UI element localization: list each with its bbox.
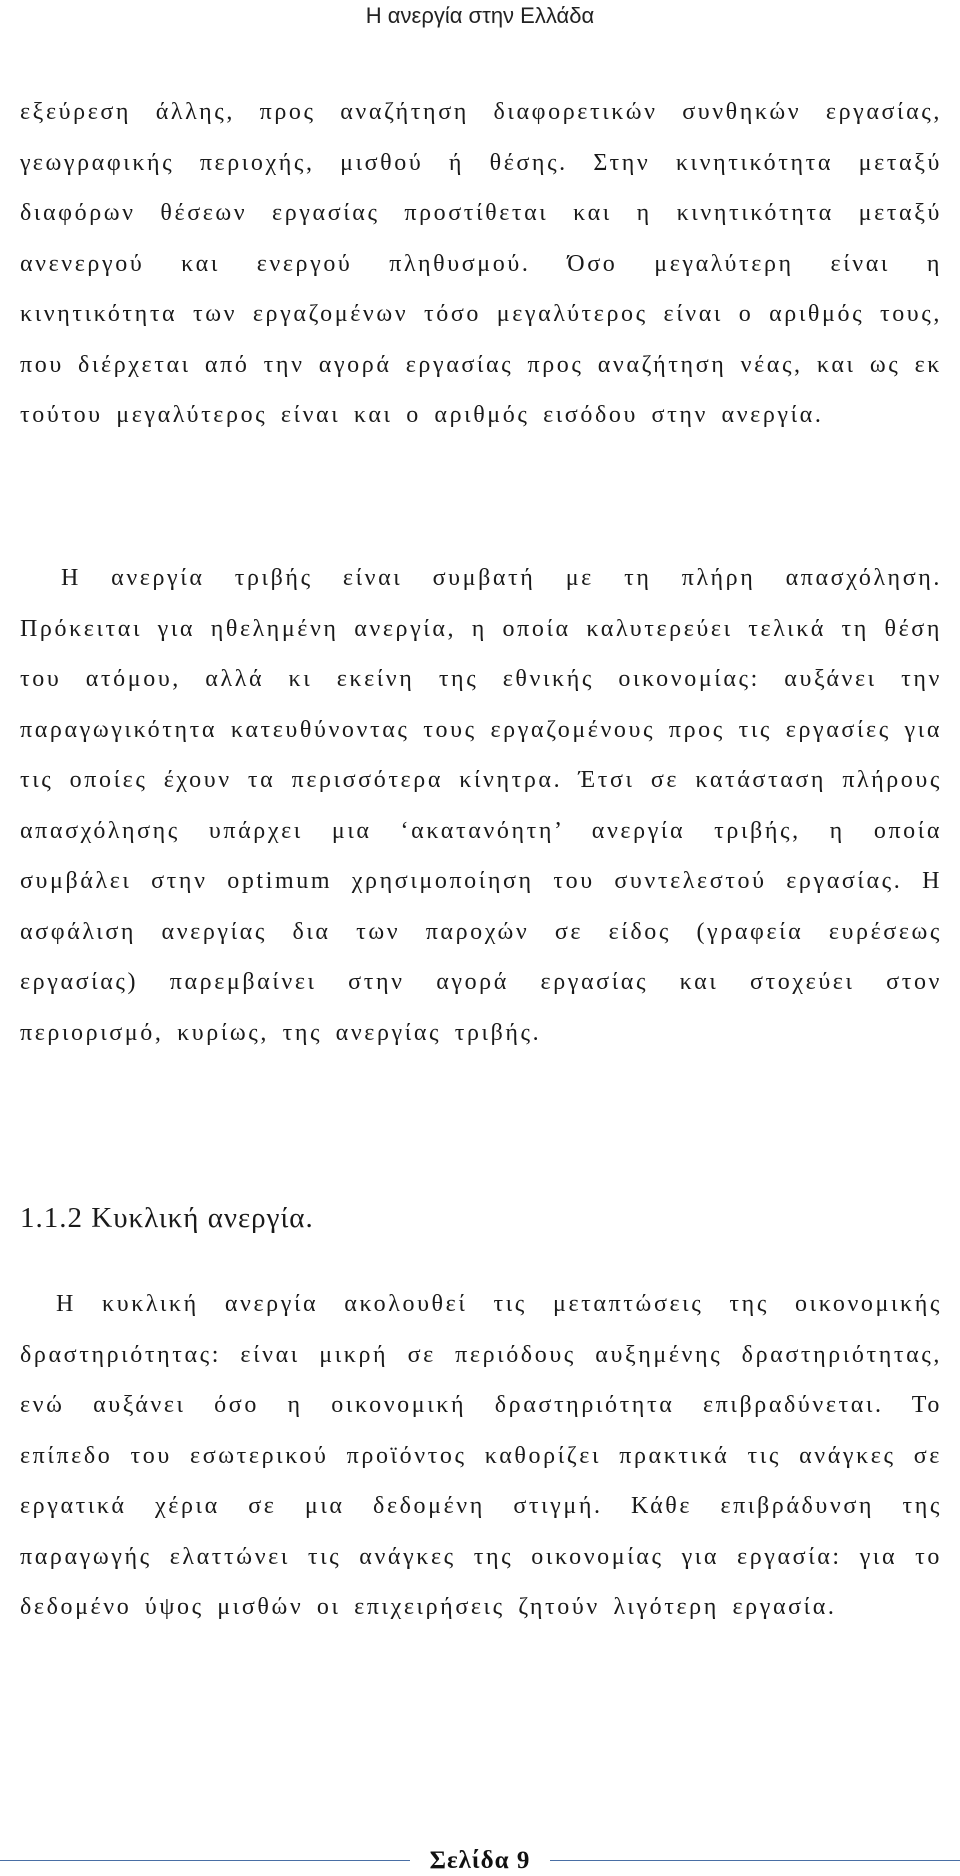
page-footer [0,1846,960,1876]
running-header: Η ανεργία στην Ελλάδα [365,3,595,28]
footer-rule-right [550,1860,960,1861]
paragraph-1: εξεύρεση άλλης, προς αναζήτηση διαφορετικών συνθηκών εργασίας, γεωγραφικής περιοχής, μισθού ή θέσης. Στην κινητικότητα μεταξύ διαφόρων θέσεων εργασίας προστίθεται και η κινητικότητα μεταξύ ανενεργού και ενεργού πληθυσμού. Όσο μεγαλύτερη είναι η κινητικότητα των εργαζομένων τόσο μεγαλύτερος είναι ο αριθμός τους, που διέρχεται από την αγορά εργασίας προς αναζήτηση νέας, και ως εκ τούτου μεγαλύτερος είναι και ο αριθμός εισόδου στην ανεργία. [20,99,942,428]
paragraph-3: Η κυκλική ανεργία ακολουθεί τις μεταπτώσεις της οικονομικής δραστηριότητας: είναι μικρή σε περιόδους αυξημένης δραστηριότητας, ενώ αυξάνει όσο η οικονομική δραστηριότητα επιβραδύνεται. Το επίπεδο του εσωτερικού προϊόντος καθορίζει πρακτικά τις ανάγκες σε εργατικά χέρια σε μια δεδομένη στιγμή. Κάθε επιβράδυνση της παραγωγής ελαττώνει τις ανάγκες της οικονομίας για εργασία: για το δεδομένο ύψος μισθών οι επιχειρήσεις ζητούν λιγότερη εργασία. [20,1291,942,1620]
footer-rule-left [0,1860,410,1861]
page-number: Σελίδα 9 [429,1847,531,1874]
paragraph-2: Η ανεργία τριβής είναι συμβατή με τη πλήρη απασχόληση. Πρόκειται για ηθελημένη ανεργία, η οποία καλυτερεύει τελικά τη θέση του ατόμου, αλλά κι εκείνη της εθνικής οικονομίας: αυξάνει την παραγωγικότητα κατευθύνοντας τους εργαζομένους προς τις εργασίες για τις οποίες έχουν τα περισσότερα κίνητρα. Έτσι σε κατάσταση πλήρους απασχόλησης υπάρχει μια ‘ακατανόητη’ ανεργία τριβής, η οποία συμβάλει στην optimum χρησιμοποίηση του συντελεστού εργασίας. Η ασφάλιση ανεργίας δια των παροχών σε είδος (γραφεία ευρέσεως εργασίας) παρεμβαίνει στην αγορά εργασίας και στοχεύει στον περιορισμό, κυρίως, της ανεργίας τριβής. [20,565,942,1046]
section-heading: 1.1.2 Κυκλική ανεργία. [20,1202,314,1234]
